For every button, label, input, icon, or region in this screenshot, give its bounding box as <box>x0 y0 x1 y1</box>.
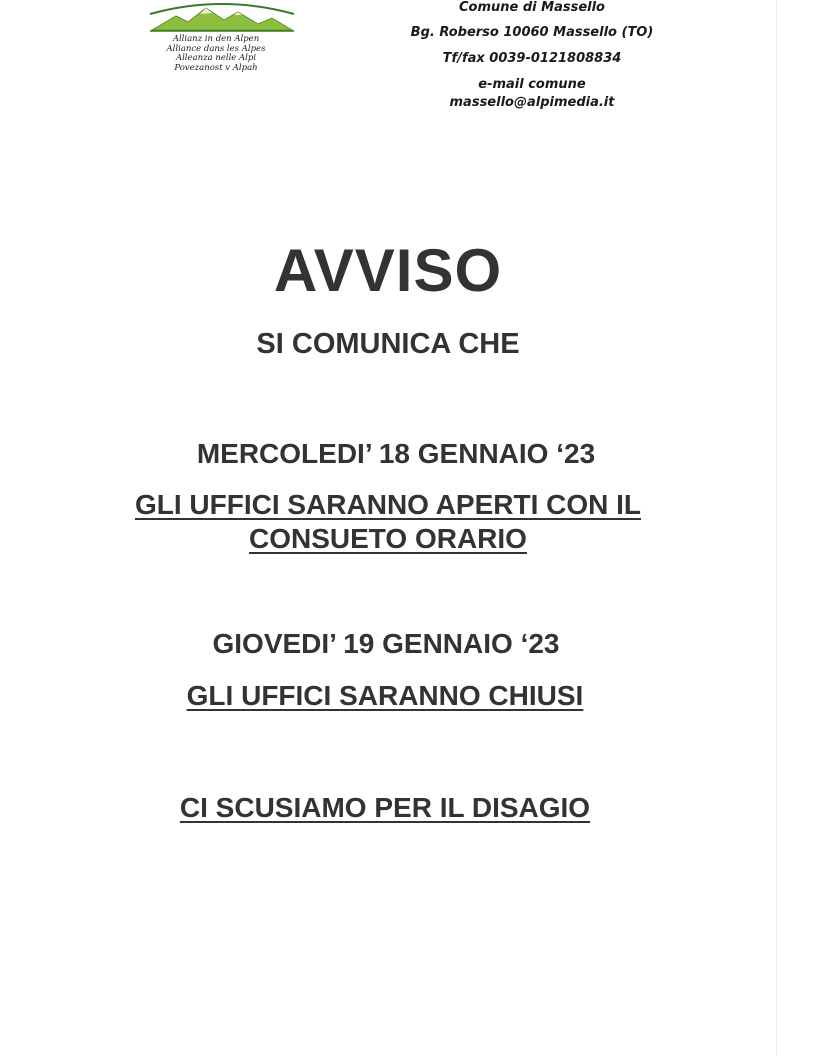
logo-line-german: Allianz in den Alpen <box>172 34 260 44</box>
notice-title: AVVISO <box>273 237 503 304</box>
logo-tagline <box>146 35 286 73</box>
email-label: e-mail comune <box>478 77 586 92</box>
logo-line-slovenian: Povezanost v Alpah <box>174 62 258 73</box>
first-statement-line2: CONSUETO ORARIO <box>249 523 527 554</box>
email-address[interactable]: massello@alpimedia.it <box>449 95 615 110</box>
municipality-address: Bg. Roberso 10060 Massello (TO) <box>410 25 654 40</box>
first-statement <box>100 488 676 556</box>
second-statement: GLI UFFICI SARANNO CHIUSI <box>186 680 584 711</box>
logo-line-italian: Alleanza nelle Alpi <box>175 53 257 63</box>
page-edge-line <box>776 0 777 1056</box>
municipality-phone: Tf/fax 0039-0121808834 <box>442 51 622 66</box>
alliance-logo <box>146 0 298 80</box>
logo-line-french: Alliance dans les Alpes <box>166 43 266 54</box>
apology-statement: CI SCUSIAMO PER IL DISAGIO <box>179 792 591 823</box>
municipality-name: Comune di Massello <box>458 0 605 15</box>
mountain-logo-icon <box>146 0 298 34</box>
first-date: MERCOLEDI’ 18 GENNAIO ‘23 <box>196 438 596 469</box>
notice-subtitle: SI COMUNICA CHE <box>256 328 520 360</box>
first-statement-line1: GLI UFFICI SARANNO APERTI CON IL <box>134 489 642 520</box>
second-date: GIOVEDI’ 19 GENNAIO ‘23 <box>212 628 560 659</box>
